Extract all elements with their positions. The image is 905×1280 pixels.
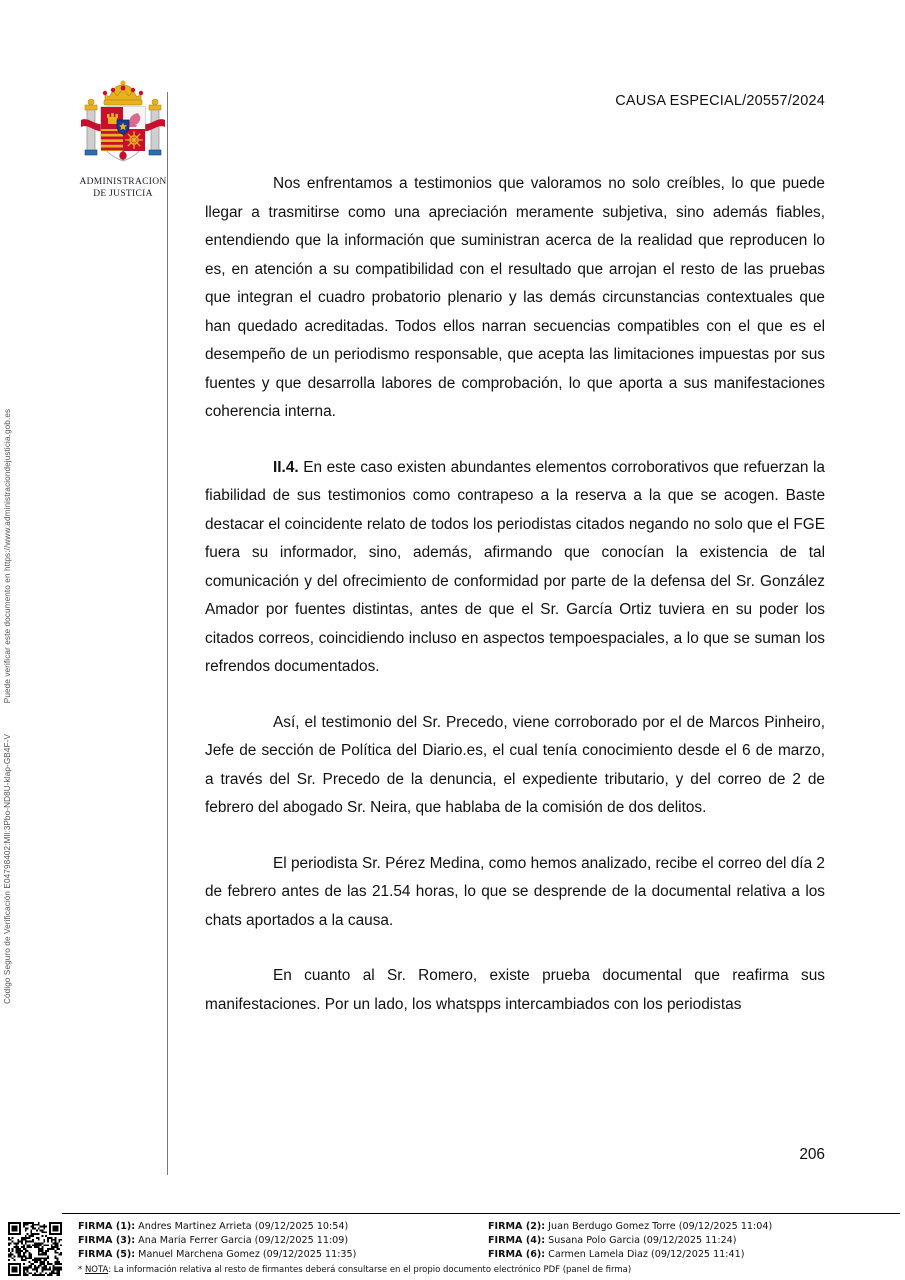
paragraph: Nos enfrentamos a testimonios que valoramos no solo creíbles, lo que puede llegar a trasmitirse como una apreciación meramente subjetiva, sino además fiables, entendiendo que la información que suministran acerca de la realidad que reproducen lo es, en atención a su compatibilidad con el resultado que arrojan el resto de las pruebas que integran el cuadro probatorio plenario y las demás circunstancias contextuales que han quedado acreditadas. Todos ellos narran secuencias compatibles con el que es el desempeño de un periodismo responsable, que acepta las limitaciones impuestas por sus fuentes y que desarrolla labores de comprobación, lo que aporta a sus manifestaciones coherencia interna.	[205, 175, 825, 420]
signature-label: FIRMA (6):	[488, 1249, 546, 1260]
signature-label: FIRMA (1):	[78, 1221, 136, 1232]
signature-entry	[78, 1234, 488, 1248]
page-number: 206	[799, 1146, 825, 1163]
paragraph: II.4. En este caso existen abundantes elementos corroborativos que refuerzan la fiabilidad de sus testimonios como contrapeso a la reserva a la que se acogen. Baste destacar el coincidente relato de todos los periodistas citados negando no solo que el FGE fuera su informador, sino, además, afirmando que conocían la existencia de tal comunicación y del ofrecimiento de conformidad por parte de la defensa del Sr. González Amador por fuentes distintas, antes de que el Sr. García Ortiz tuviera en su poder los citados correos, coincidiendo incluso en aspectos tempoespaciales, a lo que se suman los refrendos documentados.	[205, 458, 825, 675]
vertical-separator-rule	[167, 92, 168, 1175]
spain-coat-of-arms-icon	[71, 76, 175, 174]
signature-row	[78, 1220, 898, 1234]
signature-value: Ana Maria Ferrer Garcia (09/12/2025 11:09)	[138, 1235, 349, 1246]
footer-note-text: : La información relativa al resto de firmantes deberá consultarse en el propio documento electrónico PDF (panel de firma)	[108, 1265, 632, 1275]
signature-label: FIRMA (5):	[78, 1249, 136, 1260]
crest-caption-line2: DE JUSTICIA	[93, 188, 153, 199]
footer-divider	[62, 1213, 900, 1214]
signature-value: Susana Polo Garcia (09/12/2025 11:24)	[548, 1235, 737, 1246]
paragraph: En cuanto al Sr. Romero, existe prueba documental que reafirma sus manifestaciones. Por un lado, los whatspps intercambiados con los periodistas	[205, 967, 825, 1013]
signature-entry	[488, 1234, 898, 1248]
coat-of-arms	[64, 76, 182, 200]
document-body	[205, 170, 825, 1046]
case-reference-header: CAUSA ESPECIAL/20557/2024	[615, 93, 825, 109]
signature-value: Juan Berdugo Gomez Torre (09/12/2025 11:04)	[548, 1221, 773, 1232]
footer-note-prefix: *	[78, 1265, 85, 1275]
verification-strip-text	[3, 409, 12, 1004]
signature-entry	[78, 1220, 488, 1234]
signature-block	[78, 1220, 898, 1276]
signature-entry	[488, 1220, 898, 1234]
verification-strip	[0, 0, 44, 1200]
signature-label: FIRMA (3):	[78, 1235, 136, 1246]
signature-label: FIRMA (2):	[488, 1221, 546, 1232]
footer-note	[78, 1264, 898, 1276]
signature-value: Manuel Marchena Gomez (09/12/2025 11:35)	[138, 1249, 357, 1260]
signature-entry	[78, 1248, 488, 1262]
signature-value: Andres Martinez Arrieta (09/12/2025 10:54)	[138, 1221, 349, 1232]
paragraph: El periodista Sr. Pérez Medina, como hemos analizado, recibe el correo del día 2 de febrero antes de las 21.54 horas, lo que se desprende de la documental relativa a los chats aportados a la causa.	[205, 854, 825, 929]
signature-row	[78, 1234, 898, 1248]
footer-note-keyword: NOTA	[84, 1265, 109, 1275]
verification-code: Código Seguro de Verificación E04798402:Mll:3Pbo-ND8U-klap-GB4F-V	[3, 733, 12, 1004]
paragraph-marker: II.4.	[273, 458, 299, 476]
signature-entry	[488, 1248, 898, 1262]
paragraph: Así, el testimonio del Sr. Precedo, viene corroborado por el de Marcos Pinheiro, Jefe de sección de Política del Diario.es, el cual tenía conocimiento desde el 6 de marzo, a través del Sr. Precedo de la denuncia, el expediente tributario, y del correo de 2 de febrero del abogado Sr. Neira, que hablaba de la comisión de dos delitos.	[205, 713, 825, 816]
crest-caption	[64, 177, 182, 200]
crest-caption-line1: ADMINISTRACION	[79, 177, 167, 187]
signature-row	[78, 1248, 898, 1262]
verification-url-text: Puede verificar este documento en https://www.administraciondejusticia.gob.es	[3, 408, 12, 704]
signature-value: Carmen Lamela Diaz (09/12/2025 11:41)	[548, 1249, 745, 1260]
qr-code	[8, 1222, 62, 1276]
signature-label: FIRMA (4):	[488, 1235, 546, 1246]
qr-code-icon	[8, 1222, 62, 1276]
